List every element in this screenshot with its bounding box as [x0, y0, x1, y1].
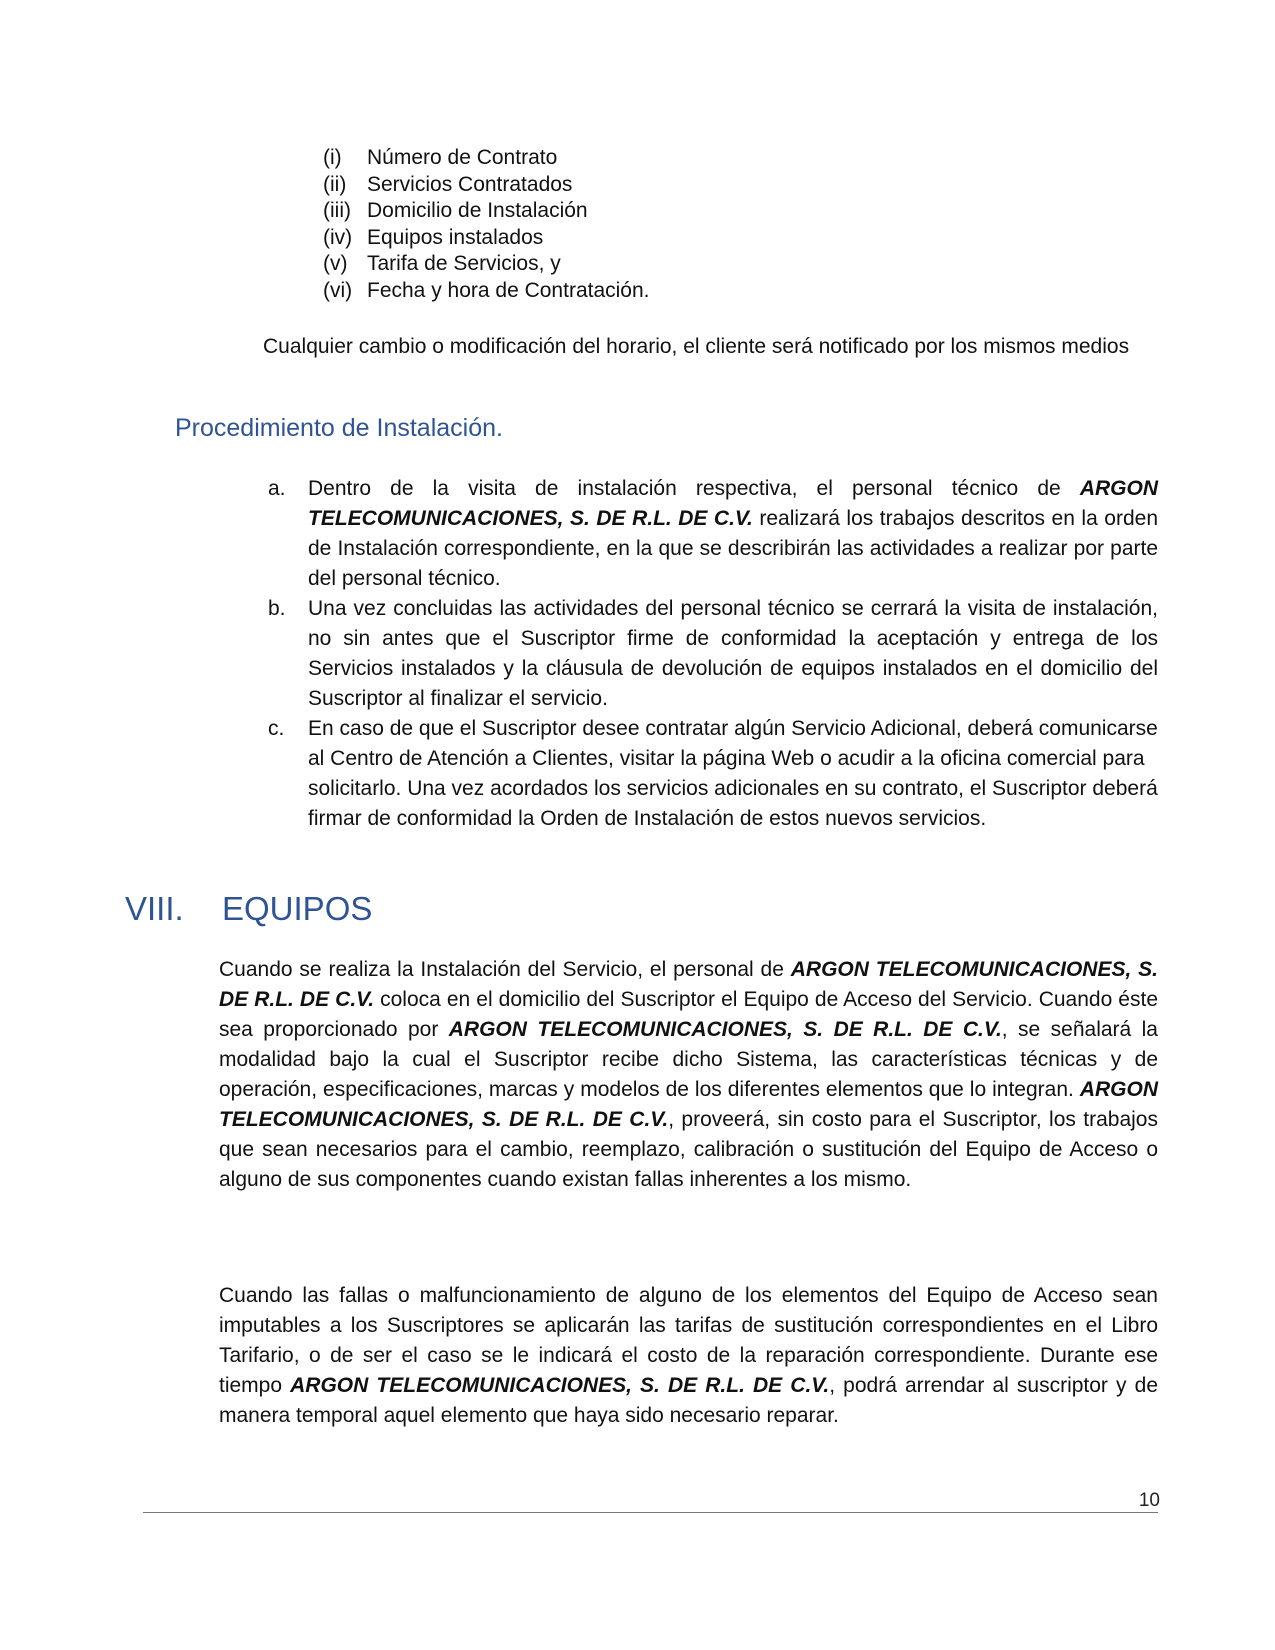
text-run: Dentro de la visita de instalación respectiva, el personal técnico de — [308, 477, 1080, 500]
procedure-list — [268, 474, 1158, 834]
equipment-paragraph-1 — [219, 955, 1158, 1195]
installation-procedure-heading: Procedimiento de Instalación. — [175, 414, 503, 442]
section-number: VIII. — [125, 890, 184, 927]
list-item — [323, 278, 650, 305]
list-item-text: Servicios Contratados — [367, 172, 573, 196]
list-item — [323, 145, 650, 172]
list-item-letter: a. — [268, 477, 286, 500]
contract-data-list — [323, 145, 650, 304]
company-name: ARGON TELECOMUNICACIONES, S. DE R.L. DE C.V. — [290, 1374, 830, 1397]
equipment-paragraph-2 — [219, 1281, 1158, 1431]
list-item-text: Tarifa de Servicios, y — [367, 252, 561, 275]
page-number: 10 — [1138, 1490, 1160, 1511]
company-name: ARGON TELECOMUNICACIONES, S. DE R.L. DE C.V. — [219, 958, 1159, 1011]
company-name: ARGON TELECOMUNICACIONES, S. DE R.L. DE C.V. — [308, 477, 1158, 530]
section-heading — [125, 890, 372, 928]
schedule-change-note: Cualquier cambio o modificación del horario, el cliente será notificado por los mismos medios — [263, 335, 1130, 358]
text-run: coloca en el domicilio del Suscriptor el Equipo de Acceso del Servicio. Cuando éste sea proporcionado por — [219, 988, 1159, 1041]
list-item-letter: c. — [268, 717, 285, 740]
list-item-number: (v) — [323, 252, 348, 275]
footer-divider — [143, 1512, 1158, 1513]
list-item-text: Domicilio de Instalación — [367, 199, 588, 222]
list-item — [268, 594, 1158, 714]
text-run: Cuando las fallas o malfuncionamiento de alguno de los elementos del Equipo de Acceso sean imputables a los Suscriptores se aplicarán las tarifas de sustitución correspondientes en el Libro Tarifario, o de ser el caso se le indicará el costo de la reparación correspondiente. Durante ese tiempo — [219, 1284, 1158, 1397]
section-title: EQUIPOS — [222, 890, 373, 927]
list-item — [323, 198, 650, 225]
list-item-text: Una vez concluidas las actividades del personal técnico se cerrará la visita de instalación, no sin antes que el Suscriptor firme de conformidad la aceptación y entrega de los Servicios instalados y la cláusula de devolución de equipos instalados en el domicilio del Suscriptor al finalizar el servicio. — [308, 597, 1158, 710]
text-run: , se señalará la modalidad bajo la cual el Suscriptor recibe dicho Sistema, las características técnicas y de operación, especificaciones, marcas y modelos de los diferentes elementos que lo integran. — [219, 1018, 1158, 1101]
company-name: ARGON TELECOMUNICACIONES, S. DE R.L. DE C.V. — [219, 1078, 1158, 1131]
list-item-text — [308, 474, 1158, 594]
list-item-number: (iii) — [323, 199, 351, 222]
list-item — [323, 225, 650, 252]
list-item-text: Equipos instalados — [367, 225, 544, 249]
text-run: realizará los trabajos descritos en la orden de Instalación correspondiente, en la que se describirán las actividades a realizar por parte del personal técnico. — [308, 507, 1159, 590]
list-item-number: (ii) — [323, 172, 347, 196]
list-item-number: (i) — [323, 146, 342, 169]
list-item-text: En caso de que el Suscriptor desee contratar algún Servicio Adicional, deberá comunicarse al Centro de Atención a Clientes, visitar la página Web o acudir a la oficina comercial para solicitarlo. Una vez acordados los servicios adicionales en su contrato, el Suscriptor deberá firmar de conformidad la Orden de Instalación de estos nuevos servicios. — [308, 717, 1158, 830]
company-name: ARGON TELECOMUNICACIONES, S. DE R.L. DE C.V. — [448, 1018, 1002, 1041]
list-item-letter: b. — [268, 597, 286, 620]
list-item-number: (vi) — [323, 278, 353, 302]
list-item — [323, 251, 650, 278]
list-item — [268, 714, 1158, 834]
list-item-number: (iv) — [323, 225, 353, 249]
list-item — [323, 172, 650, 199]
list-item — [268, 474, 1158, 594]
text-run: , proveerá, sin costo para el Suscriptor, los trabajos que sean necesarios para el cambio, reemplazo, calibración o sustitución del Equipo de Acceso o alguno de sus componentes cuando existan fallas inherentes a los mismo. — [219, 1108, 1158, 1191]
text-run: , podrá arrendar al suscriptor y de manera temporal aquel elemento que haya sido necesario reparar. — [219, 1374, 1158, 1427]
text-run: Cuando se realiza la Instalación del Servicio, el personal de — [219, 958, 791, 981]
list-item-text: Fecha y hora de Contratación. — [367, 278, 650, 302]
list-item-text: Número de Contrato — [367, 146, 558, 169]
